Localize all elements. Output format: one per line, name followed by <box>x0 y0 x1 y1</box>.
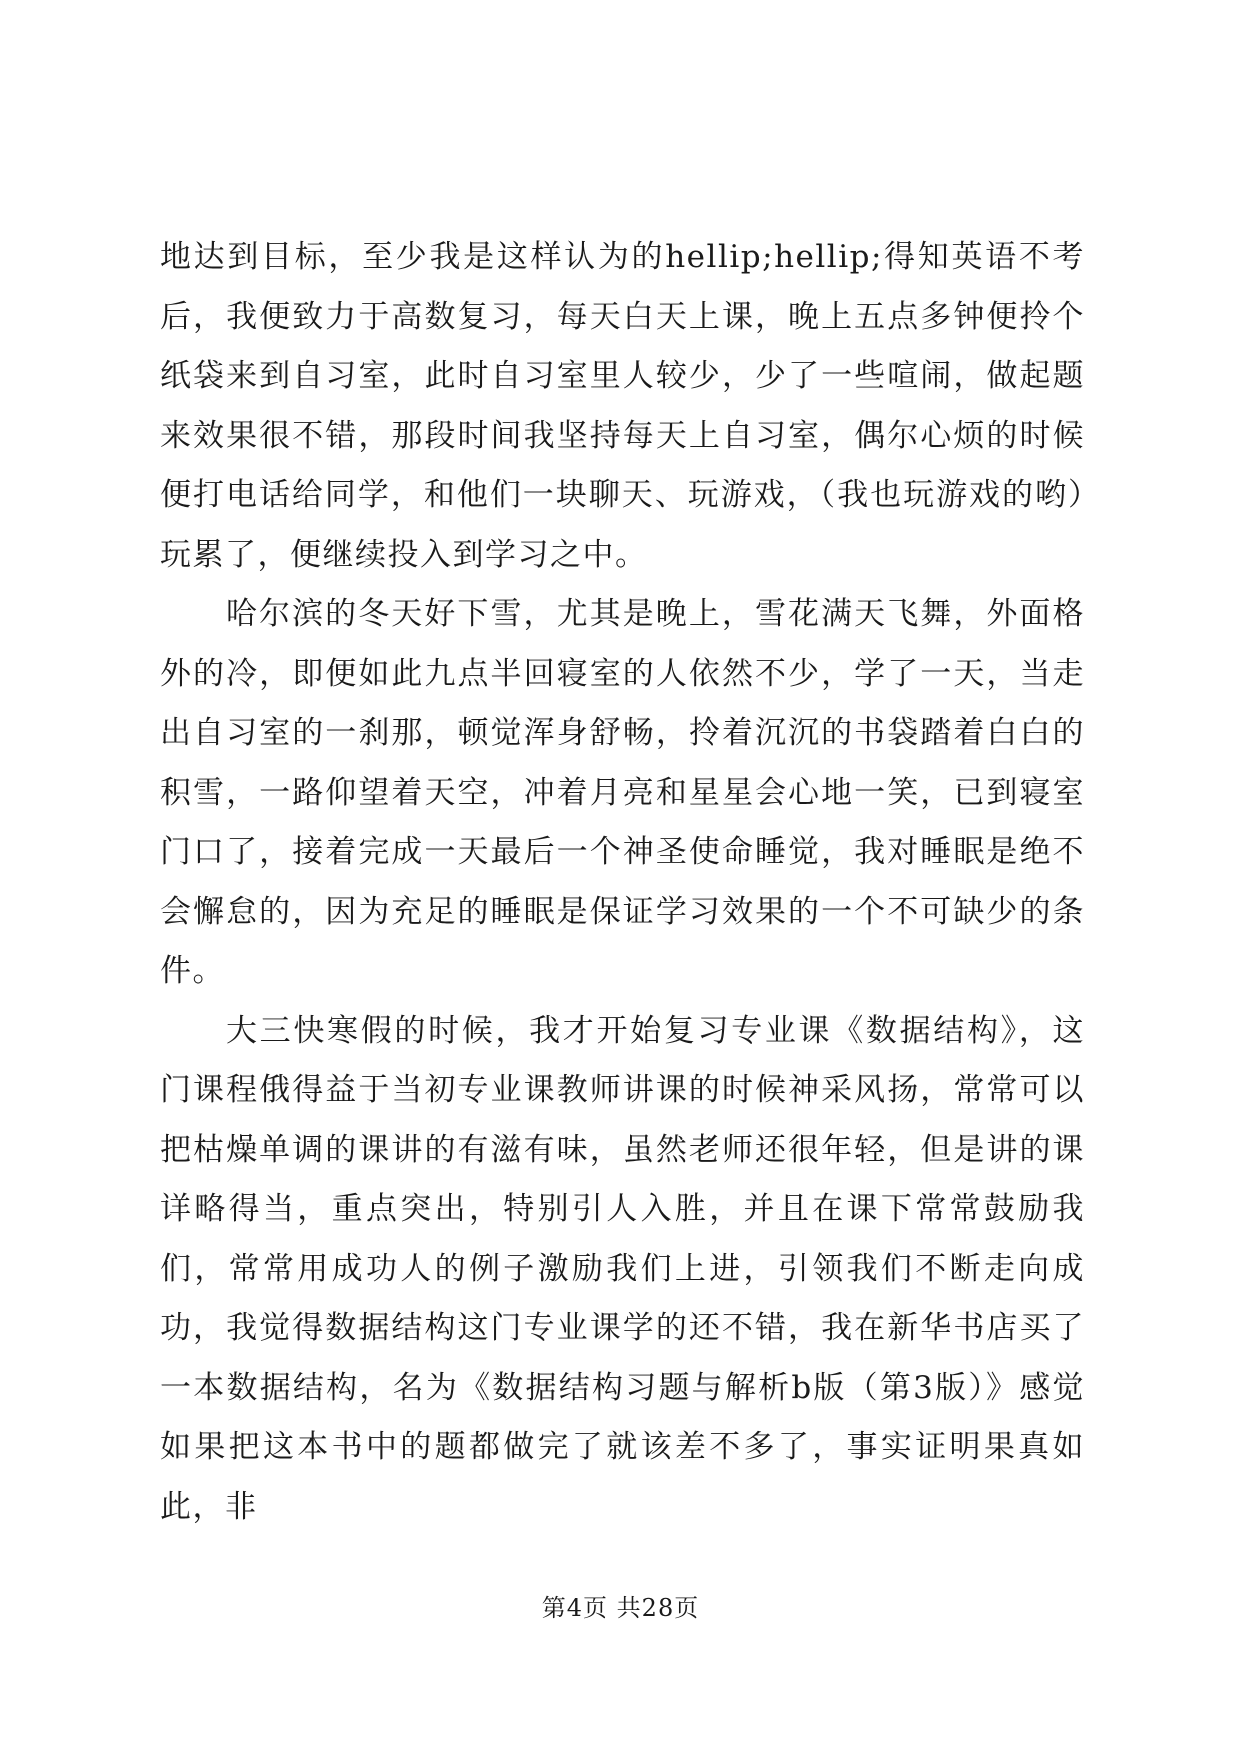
page-number-label: 第4页 共28页 <box>541 1594 700 1622</box>
paragraph-1: 地达到目标，至少我是这样认为的hellip;hellip;得知英语不考后，我便致力于高数复习，每天白天上课，晚上五点多钟便拎个纸袋来到自习室，此时自习室里人较少，少了一些喧闹，做起题来效果很不错，那段时间我坚持每天上自习室，偶尔心烦的时候便打电话给同学，和他们一块聊天、玩游戏，（我也玩游戏的哟）玩累了，便继续投入到学习之中。 <box>160 239 1085 573</box>
document-body <box>160 228 1085 1537</box>
paragraph-3: 大三快寒假的时候，我才开始复习专业课《数据结构》，这门课程俄得益于当初专业课教师讲课的时候神采风扬，常常可以把枯燥单调的课讲的有滋有味，虽然老师还很年轻，但是讲的课详略得当，重点突出，特别引人入胜，并且在课下常常鼓励我们，常常用成功人的例子激励我们上进，引领我们不断走向成功，我觉得数据结构这门专业课学的还不错，我在新华书店买了一本数据结构，名为《数据结构习题与解析b版（第3版）》感觉如果把这本书中的题都做完了就该差不多了，事实证明果真如此，非 <box>160 1012 1085 1525</box>
paragraph-2: 哈尔滨的冬天好下雪，尤其是晚上，雪花满天飞舞，外面格外的冷，即便如此九点半回寝室的人依然不少，学了一天，当走出自习室的一刹那，顿觉浑身舒畅，拎着沉沉的书袋踏着白白的积雪，一路仰望着天空，冲着月亮和星星会心地一笑，已到寝室门口了，接着完成一天最后一个神圣使命睡觉，我对睡眠是绝不会懈怠的，因为充足的睡眠是保证学习效果的一个不可缺少的条件。 <box>160 596 1085 989</box>
page-footer <box>0 1588 1241 1623</box>
